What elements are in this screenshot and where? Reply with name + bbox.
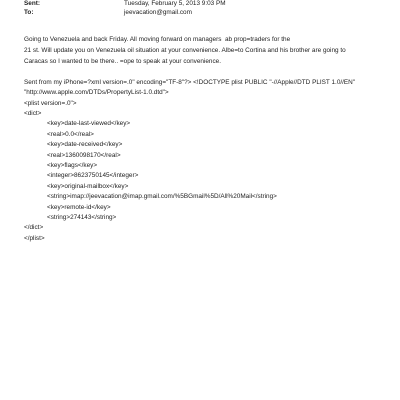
plist-entry-line: <string>274143</string>: [47, 214, 117, 222]
dict-close-tag: </dict>: [24, 224, 44, 232]
body-line: 21 st. Will update you on Venezuela oil situation at your convenience. Albe=to Cortina and his brother are going to: [24, 46, 346, 54]
body-line: Caracas so I wanted to be there.. =ope to speak at your convenience.: [24, 58, 221, 66]
to-value: jeevacation@gmail.com: [124, 9, 192, 16]
signature-doctype-line: Sent from my iPhone=?xml version=.0" encoding="TF-8"?> <!DOCTYPE plist PUBLIC "-//Apple//DTD PLIST 1.0//EN": [24, 78, 356, 86]
sent-value: Tuesday, February 5, 2013 9:03 PM: [124, 0, 226, 7]
plist-entry-line: <key>date-received</key>: [47, 141, 123, 149]
to-row: [0, 8, 400, 18]
plist-close-tag: </plist>: [24, 234, 45, 242]
plist-entry-line: <key>date-last-viewed</key>: [47, 120, 131, 128]
plist-entry-line: <real>0.0</real>: [47, 130, 94, 138]
plist-entry-line: <string>imap://jeevacation@imap.gmail.com/%5BGmail%5D/All%20Mail</string>: [47, 193, 277, 201]
plist-entry-line: <key>original-mailbox</key>: [47, 182, 129, 190]
plist-entry-line: <key>remote-id</key>: [47, 203, 111, 211]
plist-entry-line: <key>flags</key>: [47, 162, 98, 170]
to-label: To:: [24, 9, 34, 16]
message-body: [24, 34, 346, 68]
dtd-url-line: "http://www.apple.com/DTDs/PropertyList-1.0.dtd">: [24, 89, 169, 97]
plist-entry-line: <real>1360098170</real>: [47, 151, 121, 159]
plist-entry-line: <integer>8623750145</integer>: [47, 172, 139, 180]
dict-open-tag: <dict>: [24, 110, 42, 118]
plist-open-tag: <plist version=.0">: [24, 99, 77, 107]
sent-label: Sent:: [24, 0, 40, 7]
body-line: Going to Venezuela and back Friday. All moving forward on managers ab prop=traders for the: [24, 35, 291, 43]
plist-text-block: [24, 78, 355, 245]
